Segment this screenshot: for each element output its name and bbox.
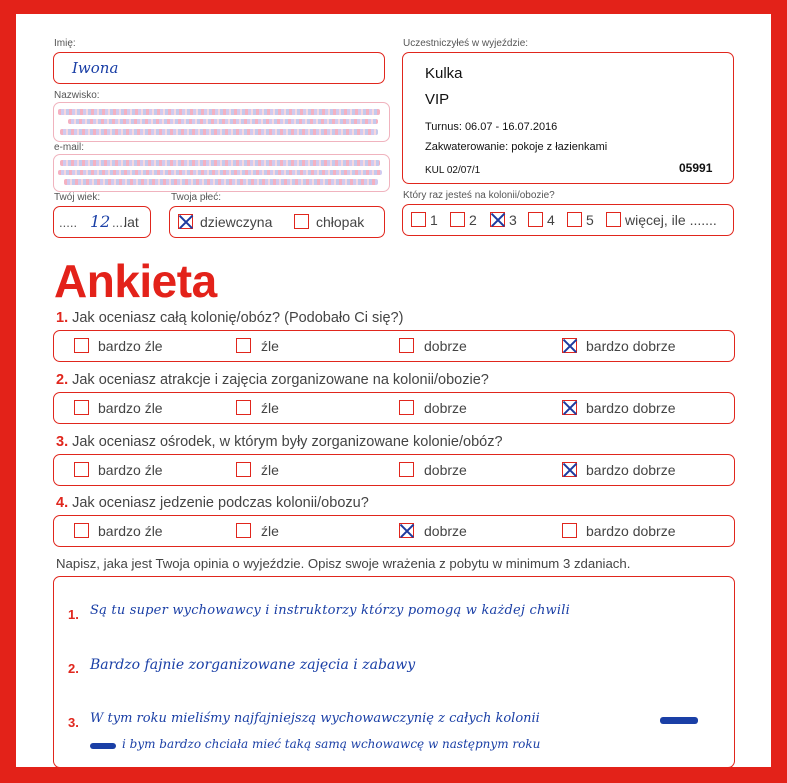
q3-checkbox-bad[interactable] — [236, 462, 251, 477]
question-2-text: Jak oceniasz atrakcje i zajęcia zorganizowane na kolonii/obozie? — [68, 372, 489, 388]
card-accommodation: Zakwaterowanie: pokoje z łazienkami — [425, 141, 608, 153]
q2-option-good: dobrze — [424, 400, 467, 416]
age-field[interactable] — [53, 206, 151, 238]
q1-checkbox-very-bad[interactable] — [74, 338, 89, 353]
q1-option-very-bad: bardzo źle — [98, 338, 163, 354]
q3-checkbox-very-bad[interactable] — [74, 462, 89, 477]
times-field — [402, 204, 734, 236]
trip-card — [402, 52, 734, 184]
card-number: 05991 — [679, 161, 713, 175]
name-label: Imię: — [54, 38, 76, 49]
question-4-options — [53, 515, 735, 547]
q2-option-very-bad: bardzo źle — [98, 400, 163, 416]
gender-checkbox-female[interactable] — [178, 214, 193, 229]
gender-option-male: chłopak — [316, 214, 365, 230]
opinion-line-1: Są tu super wychowawcy i instruktorzy którzy pomogą w każdej chwili — [90, 603, 570, 618]
opinion-number-2: 2. — [68, 661, 79, 676]
times-option-5: 5 — [586, 212, 594, 228]
times-option-2: 2 — [469, 212, 477, 228]
email-label: e-mail: — [54, 142, 85, 153]
q2-checkbox-good[interactable] — [399, 400, 414, 415]
gender-checkbox-male[interactable] — [294, 214, 309, 229]
q2-option-very-good: bardzo dobrze — [586, 400, 676, 416]
q4-checkbox-good[interactable] — [399, 523, 414, 538]
age-value: 12 — [90, 212, 111, 231]
q3-option-very-bad: bardzo źle — [98, 462, 163, 478]
card-line2: VIP — [425, 91, 450, 108]
q3-checkbox-very-good[interactable] — [562, 462, 577, 477]
question-1 — [56, 310, 403, 326]
question-3-options — [53, 454, 735, 486]
redaction-bar — [58, 170, 382, 175]
age-label: Twój wiek: — [54, 192, 101, 203]
q1-checkbox-good[interactable] — [399, 338, 414, 353]
opinion-prompt: Napisz, jaka jest Twoja opinia o wyjeździe. Opisz swoje wrażenia z pobytu w minimum 3 zdaniach. — [56, 556, 631, 571]
q2-checkbox-bad[interactable] — [236, 400, 251, 415]
q1-checkbox-bad[interactable] — [236, 338, 251, 353]
surname-field[interactable] — [53, 102, 390, 142]
name-field[interactable] — [53, 52, 385, 84]
question-2-options — [53, 392, 735, 424]
question-1-options — [53, 330, 735, 362]
name-value: Iwona — [72, 59, 119, 77]
q1-option-very-good: bardzo dobrze — [586, 338, 676, 354]
times-checkbox-1[interactable] — [411, 212, 426, 227]
q4-checkbox-bad[interactable] — [236, 523, 251, 538]
question-3-text: Jak oceniasz ośrodek, w którym były zorganizowane kolonie/obóz? — [68, 434, 503, 450]
age-unit: lat — [124, 214, 139, 230]
scribble-mark — [660, 717, 698, 724]
q4-option-good: dobrze — [424, 523, 467, 539]
q1-option-good: dobrze — [424, 338, 467, 354]
gender-option-female: dziewczyna — [200, 214, 273, 230]
times-option-1: 1 — [430, 212, 438, 228]
question-3-number: 3. — [56, 434, 69, 450]
q1-option-bad: źle — [261, 338, 279, 354]
times-checkbox-3[interactable] — [490, 212, 505, 227]
q4-checkbox-very-bad[interactable] — [74, 523, 89, 538]
redaction-bar — [60, 160, 380, 166]
times-option-4: 4 — [547, 212, 555, 228]
surname-label: Nazwisko: — [54, 90, 100, 101]
question-1-number: 1. — [56, 310, 69, 326]
q4-checkbox-very-good[interactable] — [562, 523, 577, 538]
opinion-number-1: 1. — [68, 607, 79, 622]
q2-checkbox-very-bad[interactable] — [74, 400, 89, 415]
q4-option-very-bad: bardzo źle — [98, 523, 163, 539]
times-label: Który raz jesteś na kolonii/obozie? — [403, 190, 555, 201]
gender-label: Twoja płeć: — [171, 192, 222, 203]
redaction-bar — [60, 129, 378, 135]
participant-label: Uczestniczyłeś w wyjeździe: — [403, 38, 529, 49]
q4-option-very-good: bardzo dobrze — [586, 523, 676, 539]
times-checkbox-5[interactable] — [567, 212, 582, 227]
question-4 — [56, 495, 369, 511]
age-dots: ..... — [59, 215, 78, 230]
question-3 — [56, 434, 503, 450]
times-checkbox-4[interactable] — [528, 212, 543, 227]
card-code: KUL 02/07/1 — [425, 165, 481, 176]
question-1-text: Jak oceniasz całą kolonię/obóz? (Podobało Ci się?) — [68, 310, 404, 326]
redaction-bar — [68, 119, 378, 124]
times-checkbox-more[interactable] — [606, 212, 621, 227]
opinion-line-2: Bardzo fajnie zorganizowane zajęcia i zabawy — [90, 657, 416, 673]
q2-checkbox-very-good[interactable] — [562, 400, 577, 415]
times-option-more: więcej, ile ....... — [625, 212, 717, 228]
age-dots: .... — [112, 215, 127, 230]
q4-option-bad: źle — [261, 523, 279, 539]
times-option-3: 3 — [509, 212, 517, 228]
redaction-bar — [58, 109, 380, 115]
q3-option-good: dobrze — [424, 462, 467, 478]
opinion-line-4: i bym bardzo chciała mieć taką samą wchowawcę w następnym roku — [122, 737, 541, 751]
opinion-line-3: W tym roku mieliśmy najfajniejszą wychowawczynię z całych kolonii — [90, 711, 540, 726]
scribble-mark — [90, 743, 116, 749]
redaction-bar — [64, 179, 378, 185]
question-2 — [56, 372, 489, 388]
q3-option-bad: źle — [261, 462, 279, 478]
email-field[interactable] — [53, 154, 390, 192]
gender-field — [169, 206, 385, 238]
q3-checkbox-good[interactable] — [399, 462, 414, 477]
q3-option-very-good: bardzo dobrze — [586, 462, 676, 478]
card-line1: Kulka — [425, 65, 463, 82]
q2-option-bad: źle — [261, 400, 279, 416]
q1-checkbox-very-good[interactable] — [562, 338, 577, 353]
opinion-number-3: 3. — [68, 715, 79, 730]
survey-title: Ankieta — [54, 255, 217, 307]
times-checkbox-2[interactable] — [450, 212, 465, 227]
card-turnus: Turnus: 06.07 - 16.07.2016 — [425, 121, 558, 133]
question-4-number: 4. — [56, 495, 69, 511]
question-4-text: Jak oceniasz jedzenie podczas kolonii/obozu? — [68, 495, 369, 511]
question-2-number: 2. — [56, 372, 69, 388]
opinion-textarea[interactable] — [53, 576, 735, 768]
